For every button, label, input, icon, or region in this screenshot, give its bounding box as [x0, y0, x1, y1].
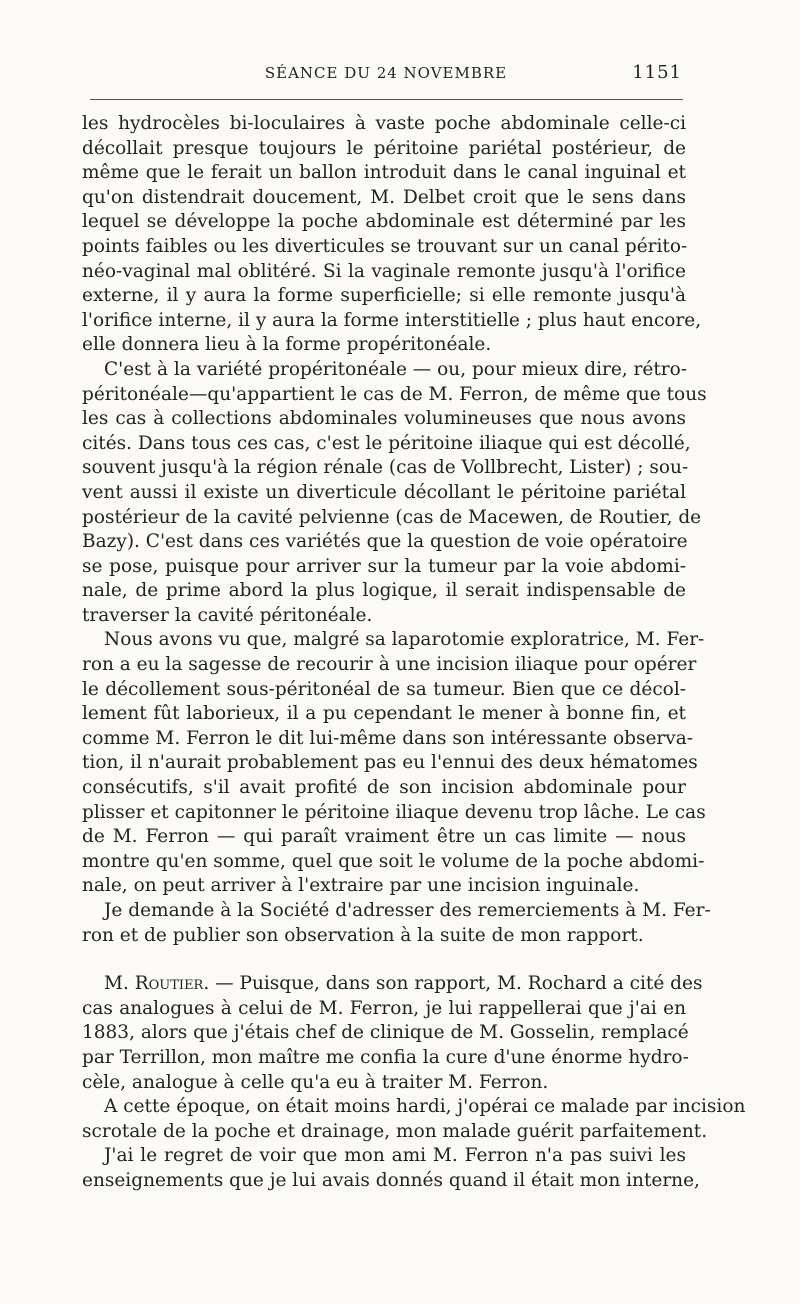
section-gap — [82, 948, 686, 972]
text-line: décollait presque toujours le péritoine pariétal postérieur, de — [82, 137, 686, 159]
text-line: comme M. Ferron le dit lui-même dans son intéressante observa- — [82, 727, 693, 749]
text-line: vent aussi il existe un diverticule décollant le péritoine pariétal — [82, 481, 686, 503]
text-line: A cette époque, on était moins hardi, j'opérai ce malade par incision — [104, 1096, 746, 1118]
text-line: elle donnera lieu à la forme propéritonéale. — [82, 334, 492, 356]
paragraph — [82, 1144, 700, 1193]
text-line: scrotale de la poche et drainage, mon malade guérit parfaitement. — [82, 1120, 708, 1142]
text-line: même que le ferait un ballon introduit dans le canal inguinal et — [82, 162, 686, 184]
text-line: cas analogues à celui de M. Ferron, je lui rappellerai que j'ai en — [82, 997, 686, 1019]
text-line: les hydrocèles bi-loculaires à vaste poche abdominale celle-ci — [82, 113, 686, 134]
paragraph — [82, 358, 707, 629]
text-line: lequel se développe la poche abdominale est déterminé par les — [82, 211, 686, 233]
text-line: consécutifs, s'il avait profité de son incision abdominale pour — [82, 777, 686, 799]
text-line: externe, il y aura la forme superficielle; si elle remonte jusqu'à — [82, 285, 686, 307]
text-line: le décollement sous-péritonéal de sa tumeur. Bien que ce décol- — [82, 678, 686, 700]
text-line: montre qu'en somme, quel que soit le volume de la poche abdomi- — [82, 850, 705, 872]
text-line: nale, on peut arriver à l'extraire par une incision inguinale. — [82, 875, 640, 897]
header-rule — [90, 99, 683, 100]
text-line: tion, il n'aurait probablement pas eu l'ennui des deux hématomes — [82, 752, 698, 774]
text-line: points faibles ou les diverticules se trouvant sur un canal périto- — [82, 235, 688, 257]
text-line: enseignements que je lui avais donnés quand il était mon interne, — [82, 1169, 700, 1191]
text-line — [82, 972, 703, 997]
speaker-name: Routier — [134, 973, 204, 995]
paragraph — [82, 628, 706, 899]
header-title: SÉANCE DU 24 NOVEMBRE — [264, 64, 508, 82]
text-line: traverser la cavité péritonéale. — [82, 604, 373, 626]
paragraph — [82, 112, 702, 358]
text-line: cités. Dans tous ces cas, c'est le péritoine iliaque qui est décollé, — [82, 432, 691, 454]
text-line: se pose, puisque pour arriver sur la tumeur par la voie abdomi- — [82, 555, 686, 577]
text-line: ron et de publier son observation à la suite de mon rapport. — [82, 924, 644, 946]
text-line: néo-vaginal mal oblitéré. Si la vaginale remonte jusqu'à l'orifice — [82, 260, 686, 282]
text-line: qu'on distendrait doucement, M. Delbet croit que le sens dans — [82, 186, 686, 208]
text-line: ron a eu la sagesse de recourir à une incision iliaque pour opérer — [82, 654, 697, 676]
text-line: Je demande à la Société d'adresser des remerciements à M. Fer- — [104, 900, 711, 921]
text-line: Bazy). C'est dans ces variétés que la question de voie opératoire — [82, 531, 688, 553]
text-line: C'est à la variété propéritonéale — ou, pour mieux dire, rétro- — [104, 358, 687, 380]
text-line: péritonéale—qu'appartient le cas de M. Ferron, de même que tous — [82, 383, 707, 405]
text-line: nale, de prime abord la plus logique, il serait indispensable de — [82, 580, 686, 602]
running-header — [88, 62, 684, 86]
text-line: l'orifice interne, il y aura la forme interstitielle ; plus haut encore, — [82, 309, 702, 331]
page-number: 1151 — [632, 62, 682, 83]
paragraph — [82, 1095, 746, 1144]
body-text — [82, 112, 746, 1194]
speaker-text: . — Puisque, dans son rapport, M. Rochard a cité des — [203, 973, 703, 995]
text-line: par Terrillon, mon maître me confia la cure d'une énorme hydro- — [82, 1046, 689, 1068]
paragraph — [82, 899, 711, 948]
text-line: plisser et capitonner le péritoine iliaque devenu trop lâche. Le cas — [82, 801, 706, 823]
text-line: J'ai le regret de voir que mon ami M. Ferron n'a pas suivi les — [104, 1145, 686, 1167]
text-line: cèle, analogue à celle qu'a eu à traiter M. Ferron. — [82, 1071, 549, 1093]
paragraph — [82, 972, 703, 1095]
text-line: les cas à collections abdominales volumineuses que nous avons — [82, 408, 686, 430]
text-line: 1883, alors que j'étais chef de clinique de M. Gosselin, remplacé — [82, 1022, 689, 1044]
text-line: postérieur de la cavité pelvienne (cas de Macewen, de Routier, de — [82, 506, 702, 528]
text-line: Nous avons vu que, malgré sa laparotomie exploratrice, M. Fer- — [104, 629, 705, 651]
text-line: de M. Ferron — qui paraît vraiment être un cas limite — nous — [82, 826, 686, 848]
speaker-prefix: M. — [104, 973, 135, 995]
text-line: lement fût laborieux, il a pu cependant le mener à bonne fin, et — [82, 703, 686, 725]
text-line: souvent jusqu'à la région rénale (cas de Vollbrecht, Lister) ; sou- — [82, 457, 689, 479]
